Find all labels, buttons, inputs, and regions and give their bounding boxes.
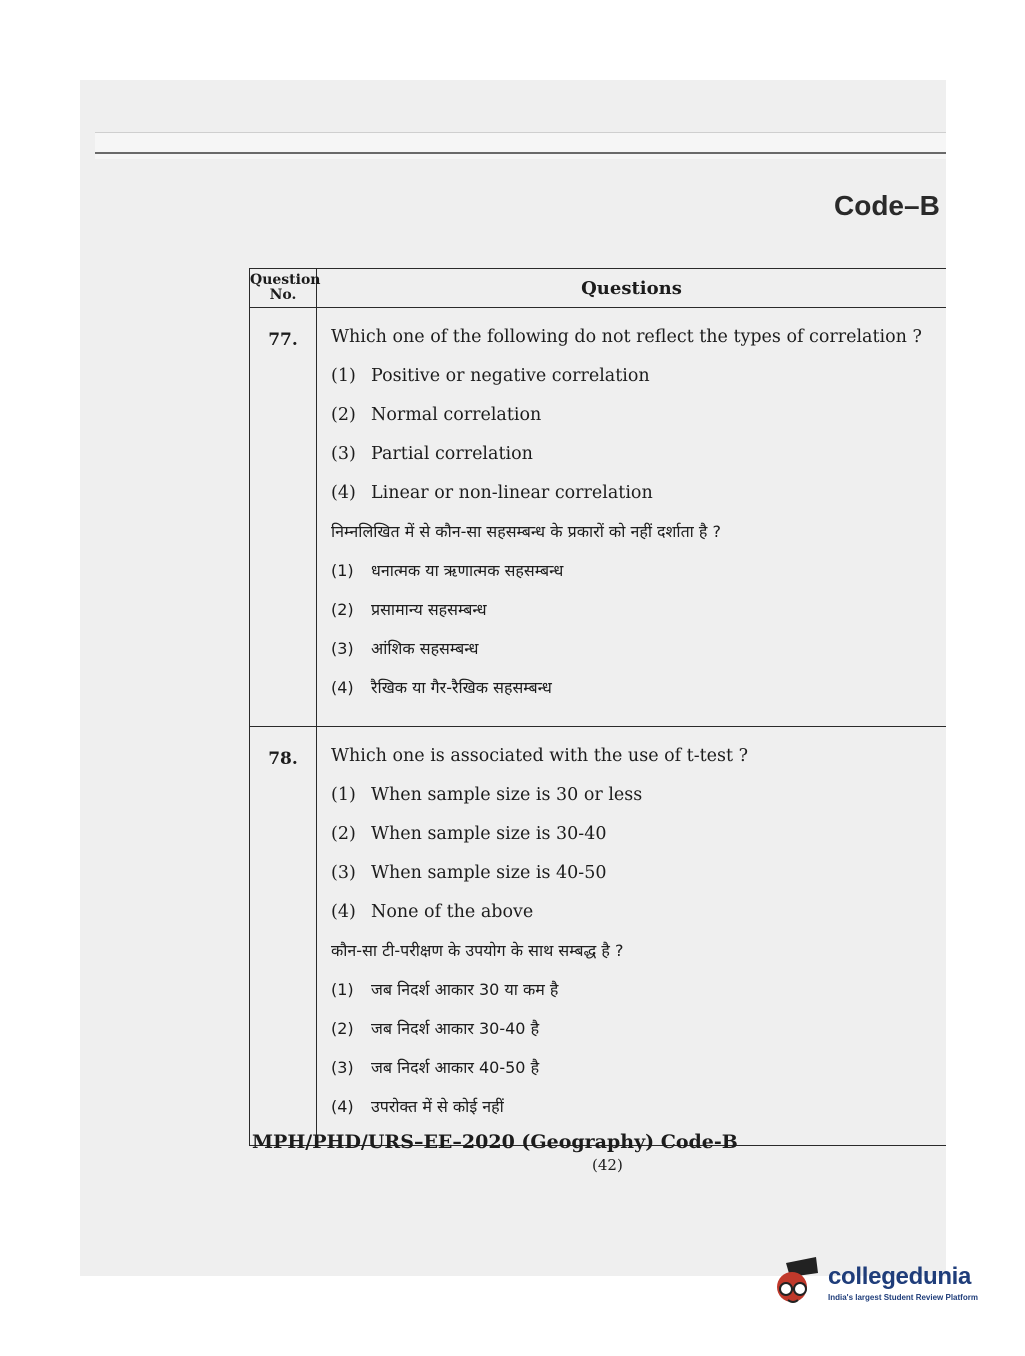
table-header-row — [250, 269, 947, 308]
option-hi: (3) आंशिक सहसम्बन्ध — [331, 639, 479, 658]
question-body — [317, 308, 947, 727]
option-en: (3) Partial correlation — [331, 444, 533, 464]
brand-name: collegedunia — [828, 1263, 972, 1290]
option-en: (1) Positive or negative correlation — [331, 366, 650, 386]
brand-tagline: India's largest Student Review Platform — [828, 1293, 978, 1302]
option-hi: (4) उपरोक्त में से कोई नहीं — [331, 1097, 504, 1116]
questions-header: Questions — [317, 269, 947, 308]
table-row — [250, 308, 947, 727]
mascot-icon — [768, 1253, 824, 1313]
page-edge-line — [95, 152, 946, 154]
option-hi: (2) जब निदर्श आकार 30-40 है — [331, 1019, 540, 1038]
table-row — [250, 727, 947, 1146]
option-hi: (4) रैखिक या गैर-रैखिक सहसम्बन्ध — [331, 678, 552, 697]
question-number: 78. — [250, 727, 317, 1146]
questions-table — [249, 268, 946, 1146]
option-en: (2) Normal correlation — [331, 405, 542, 425]
option-hi: (3) जब निदर्श आकार 40-50 है — [331, 1058, 540, 1077]
page-number: (42) — [592, 1156, 623, 1174]
option-en: (2) When sample size is 30-40 — [331, 824, 607, 844]
option-en: (3) When sample size is 40-50 — [331, 863, 607, 883]
question-no-header: Question No. — [250, 269, 317, 308]
option-hi: (2) प्रसामान्य सहसम्बन्ध — [331, 600, 487, 619]
option-en: (4) Linear or non-linear correlation — [331, 483, 653, 503]
footer-title: MPH/PHD/URS–EE–2020 (Geography) Code-B — [252, 1131, 738, 1153]
brand-watermark — [768, 1253, 1008, 1313]
option-hi: (1) जब निदर्श आकार 30 या कम है — [331, 980, 559, 999]
question-number: 77. — [250, 308, 317, 727]
paper-code: Code–B — [834, 190, 940, 221]
question-stem-hi: निम्नलिखित में से कौन-सा सहसम्बन्ध के प्रकारों को नहीं दर्शाता है ? — [331, 522, 721, 541]
question-stem-en: Which one is associated with the use of t-test ? — [331, 746, 748, 766]
option-en: (1) When sample size is 30 or less — [331, 785, 643, 805]
question-stem-en: Which one of the following do not reflect the types of correlation ? — [331, 327, 922, 347]
question-stem-hi: कौन-सा टी-परीक्षण के उपयोग के साथ सम्बद्ध है ? — [331, 941, 624, 960]
page-edge — [95, 132, 946, 159]
option-hi: (1) धनात्मक या ऋणात्मक सहसम्बन्ध — [331, 561, 564, 580]
option-en: (4) None of the above — [331, 902, 534, 922]
question-body — [317, 727, 947, 1146]
